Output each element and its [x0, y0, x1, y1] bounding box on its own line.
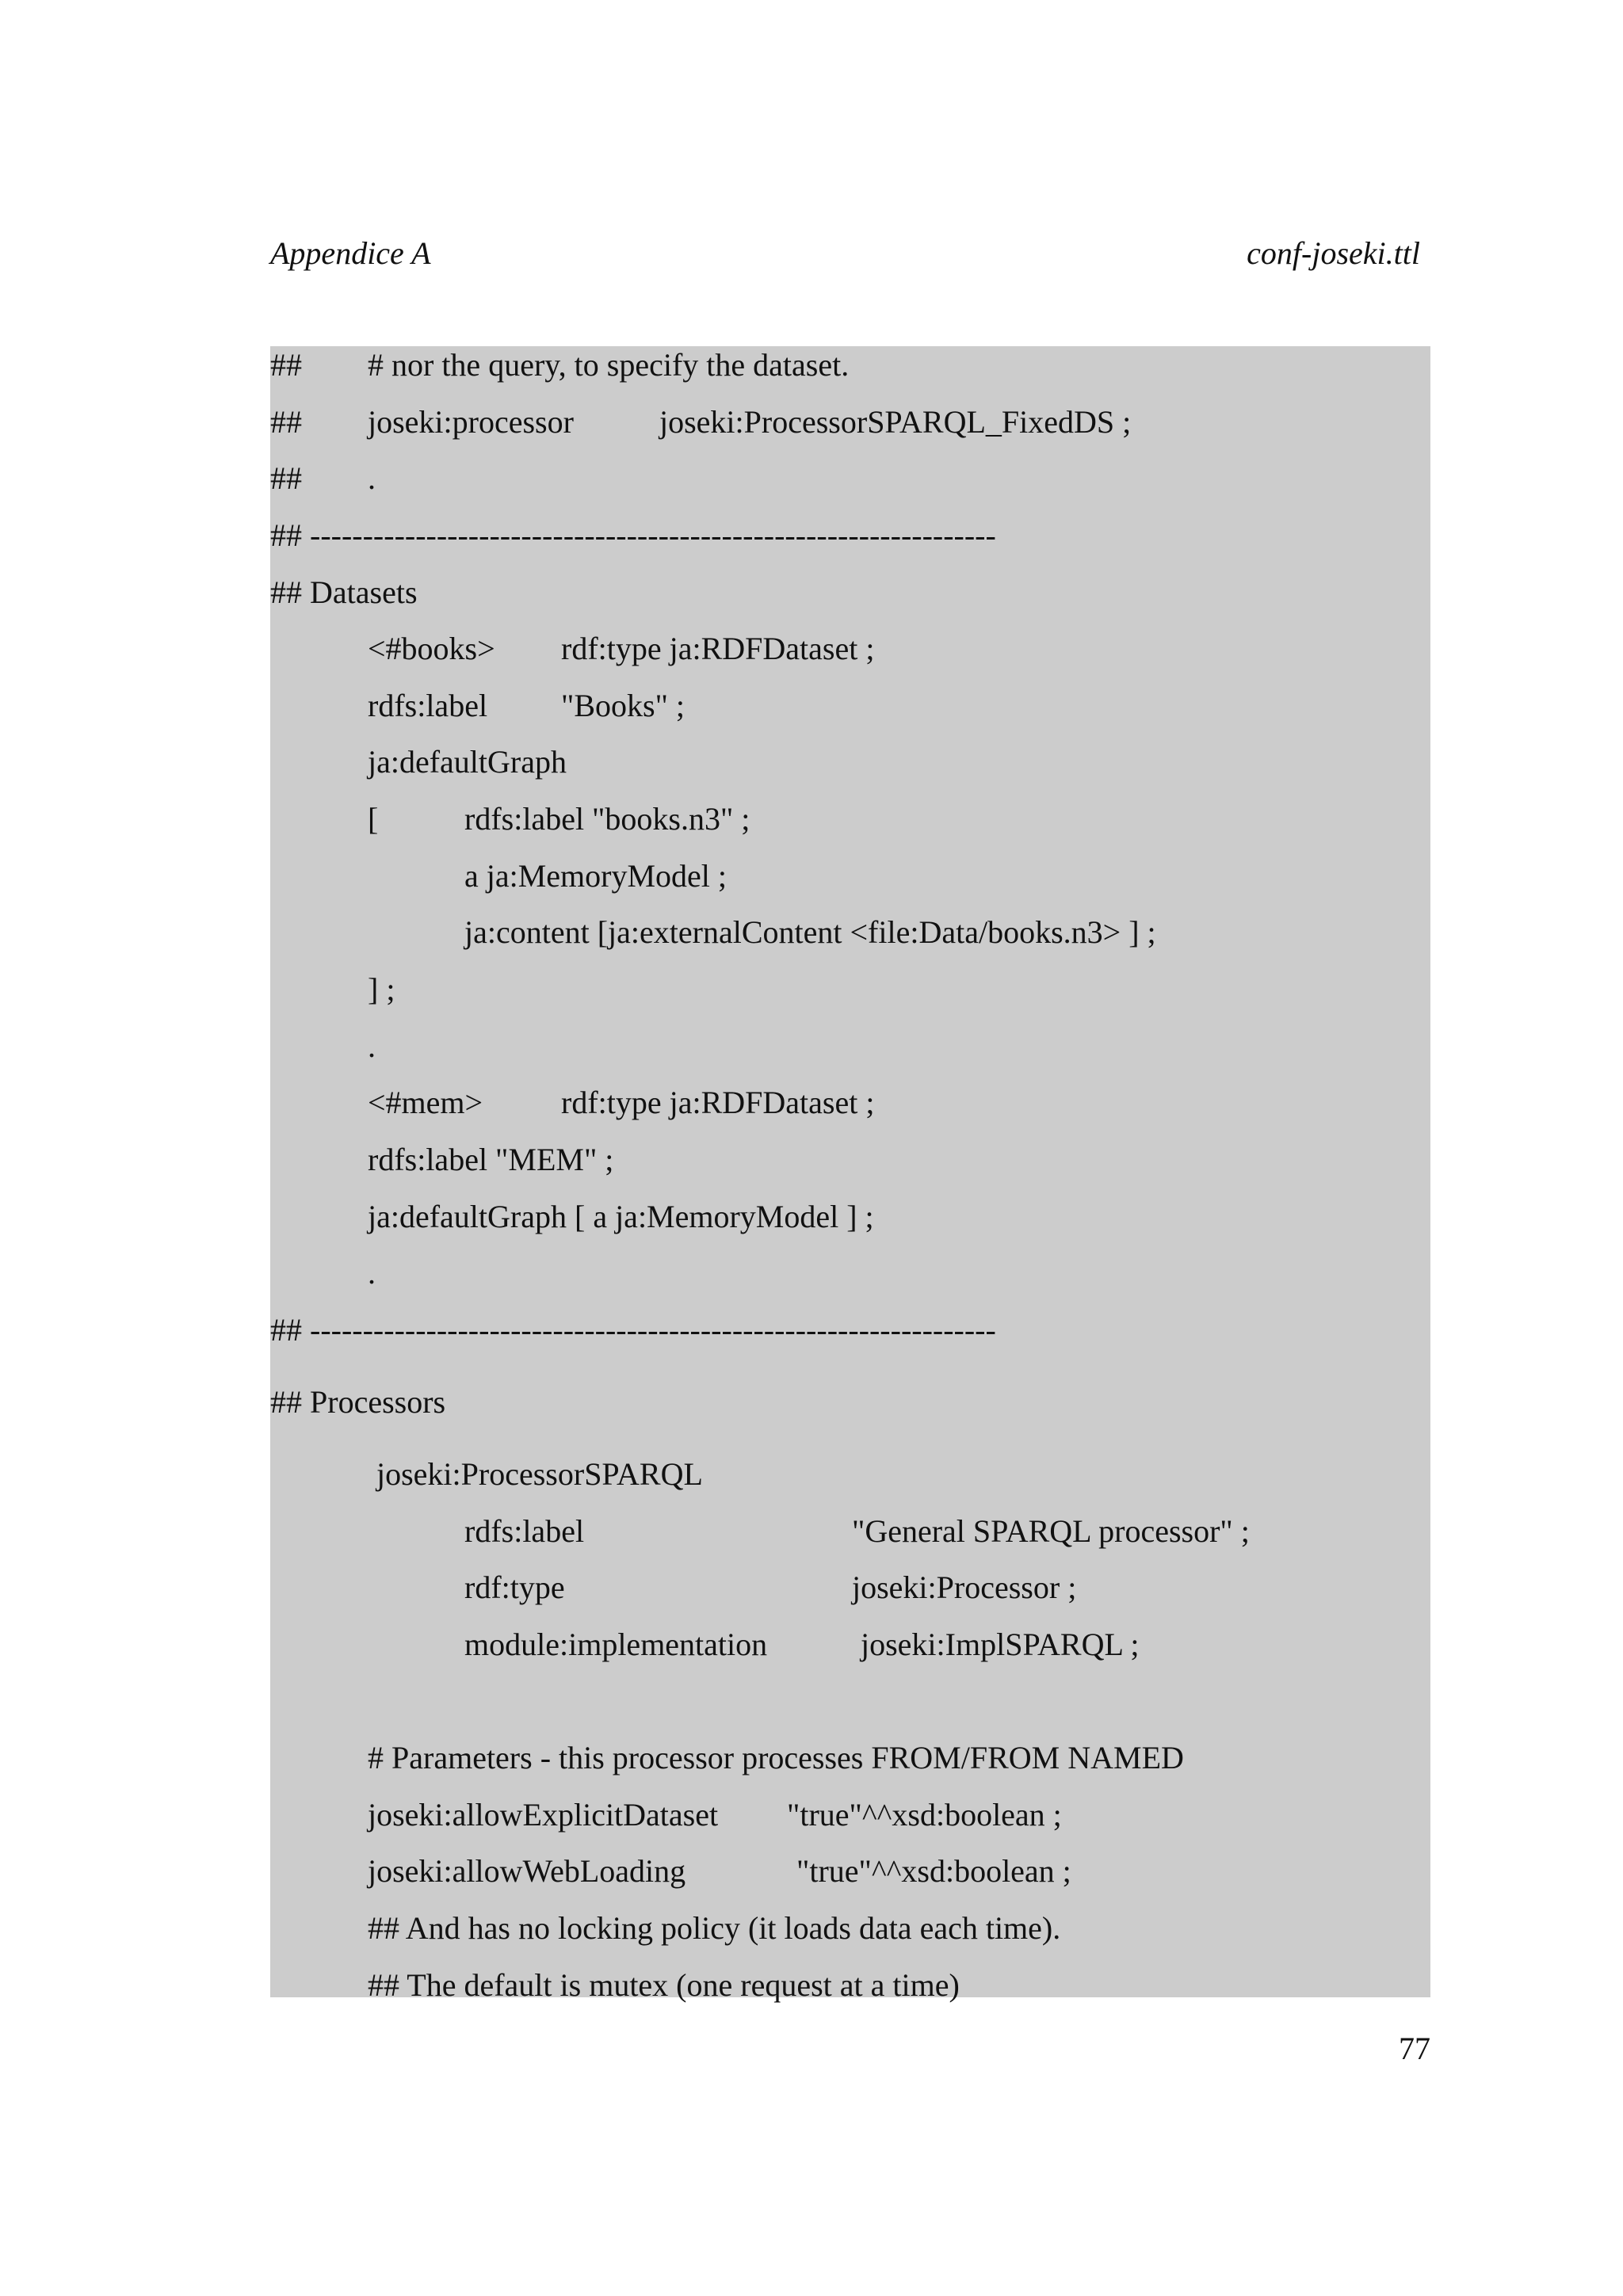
- code-segment: rdfs:label: [464, 1513, 585, 1549]
- code-segment: module:implementation: [464, 1627, 768, 1662]
- code-segment: ## The default is mutex (one request at a time): [368, 1967, 960, 2003]
- section-heading-comment: ## Datasets: [270, 574, 418, 610]
- code-segment: rdf:type ja:RDFDataset ;: [561, 631, 875, 666]
- section-divider-comment: ## -----------------------------------------------------------------: [270, 517, 996, 553]
- code-segment: ] ;: [368, 971, 395, 1007]
- code-segment: # Parameters - this processor processes FROM/FROM NAMED: [368, 1740, 1184, 1775]
- code-listing: [270, 346, 1430, 2003]
- code-segment: joseki:processor: [368, 404, 574, 440]
- running-header-filename: conf-joseki.ttl: [1247, 235, 1420, 271]
- section-heading-comment: ## Processors: [270, 1384, 446, 1420]
- code-segment: rdf:type ja:RDFDataset ;: [561, 1085, 875, 1120]
- code-segment: "Books" ;: [561, 688, 685, 723]
- code-segment: a ja:MemoryModel ;: [464, 858, 727, 894]
- code-segment: rdfs:label "MEM" ;: [368, 1142, 614, 1177]
- code-segment: "true"^^xsd:boolean ;: [787, 1797, 1062, 1833]
- code-segment: rdf:type: [464, 1569, 565, 1605]
- code-segment: rdfs:label: [368, 688, 488, 723]
- code-segment: "General SPARQL processor" ;: [852, 1513, 1250, 1549]
- code-segment: ## And has no locking policy (it loads data each time).: [368, 1910, 1061, 1946]
- code-segment: rdfs:label "books.n3" ;: [464, 801, 750, 837]
- section-divider-comment: ## -----------------------------------------------------------------: [270, 1312, 996, 1348]
- code-segment: ja:defaultGraph [ a ja:MemoryModel ] ;: [368, 1199, 874, 1234]
- code-segment: "true"^^xsd:boolean ;: [796, 1853, 1071, 1889]
- code-segment: ##: [270, 460, 302, 496]
- code-segment: ja:content [ja:externalContent <file:Data/books.n3> ] ;: [464, 914, 1156, 950]
- code-segment: .: [368, 1255, 376, 1291]
- code-segment: # nor the query, to specify the dataset.: [368, 347, 850, 383]
- code-segment: .: [368, 460, 376, 496]
- code-segment: joseki:allowWebLoading: [368, 1853, 686, 1889]
- code-segment: ja:defaultGraph: [368, 744, 567, 780]
- code-segment: <#books>: [368, 631, 495, 666]
- code-segment: joseki:allowExplicitDataset: [368, 1797, 719, 1833]
- page-number: 77: [1399, 2031, 1430, 2066]
- code-line: [270, 1966, 960, 2081]
- code-segment: joseki:ImplSPARQL ;: [861, 1627, 1140, 1662]
- code-segment: ##: [270, 404, 302, 440]
- running-header-chapter: Appendice A: [270, 235, 431, 271]
- code-segment: .: [368, 1028, 376, 1064]
- code-segment: joseki:Processor ;: [852, 1569, 1077, 1605]
- code-segment: joseki:ProcessorSPARQL: [376, 1456, 703, 1492]
- code-segment: [: [368, 801, 379, 837]
- code-segment: <#mem>: [368, 1085, 483, 1120]
- code-segment: joseki:ProcessorSPARQL_FixedDS ;: [659, 404, 1132, 440]
- code-segment: ##: [270, 347, 302, 383]
